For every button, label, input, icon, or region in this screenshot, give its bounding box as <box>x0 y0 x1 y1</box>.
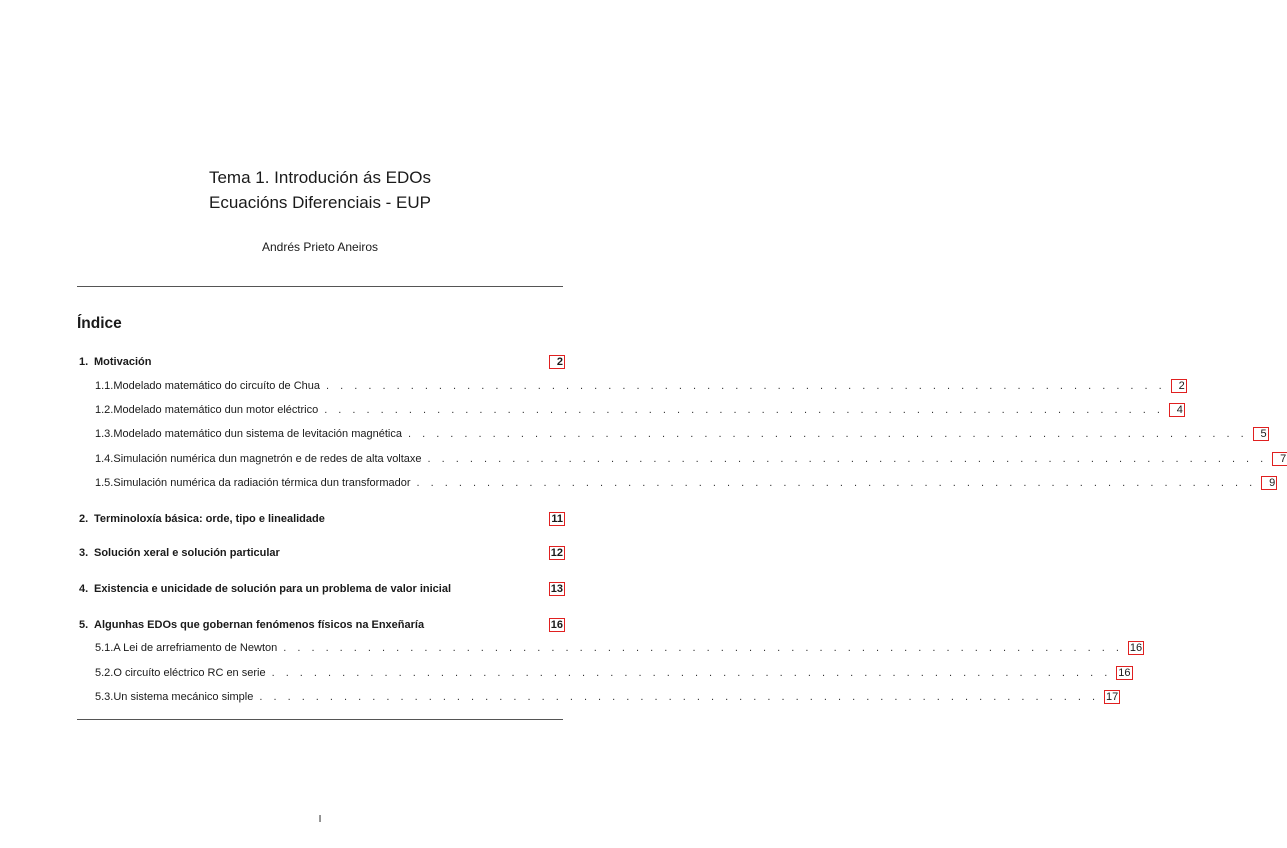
toc-entry-label[interactable]: Solución xeral e solución particular <box>94 547 280 559</box>
toc-leader-dots: . . . . . . . . . . . . . . . . . . . . . . . . . . . . . . . . . . . . . . . . . . . . . . . . . . . . . . . . . . . . <box>259 691 1100 703</box>
toc-entry-number: 5.3. <box>95 691 114 703</box>
toc-section-entry[interactable] <box>79 617 564 633</box>
toc-entry-label[interactable]: Modelado matemático do circuíto de Chua <box>113 380 321 392</box>
toc-entry-number: 4. <box>79 583 89 595</box>
toc-entry-number: 2. <box>79 513 89 525</box>
toc-page-link[interactable]: 5 <box>1254 428 1268 440</box>
toc-page-link[interactable]: 7 <box>1273 453 1287 465</box>
toc-entry-number: 1.3. <box>95 428 114 440</box>
toc-entry-number: 3. <box>79 547 89 559</box>
document-subtitle: Ecuacións Diferenciais - EUP <box>208 193 432 212</box>
toc-subsection-entry[interactable] <box>95 640 1143 656</box>
toc-leader-dots: . . . . . . . . . . . . . . . . . . . . . . . . . . . . . . . . . . . . . . . . . . . . . . . . . . . . . . . . . . . . <box>427 453 1268 465</box>
toc-page-link[interactable]: 16 <box>1118 667 1131 679</box>
toc-entry-label[interactable]: Terminoloxía básica: orde, tipo e linealidade <box>94 513 325 525</box>
toc-leader-dots: . . . . . . . . . . . . . . . . . . . . . . . . . . . . . . . . . . . . . . . . . . . . . . . . . . . . . . . . . . . . <box>271 667 1112 679</box>
toc-page-link[interactable]: 9 <box>1262 477 1276 489</box>
toc-entry-number: 1.1. <box>95 380 114 392</box>
toc-subsection-entry[interactable] <box>95 451 1287 467</box>
toc-heading: Índice <box>77 315 122 332</box>
toc-entry-number: 1.4. <box>95 453 114 465</box>
toc-leader-dots: . . . . . . . . . . . . . . . . . . . . . . . . . . . . . . . . . . . . . . . . . . . . . . . . . . . . . . . . . . . . <box>407 428 1248 440</box>
toc-entry-label[interactable]: O circuíto eléctrico RC en serie <box>113 667 266 679</box>
toc-entry-number: 5. <box>79 619 89 631</box>
toc-subsection-entry[interactable] <box>95 378 1185 394</box>
toc-entry-label[interactable]: Motivación <box>94 356 152 368</box>
toc-entry-label[interactable]: Modelado matemático dun sistema de levitación magnética <box>113 428 402 440</box>
toc-entry-number: 5.2. <box>95 667 114 679</box>
toc-entry-label[interactable]: Algunhas EDOs que gobernan fenómenos físicos na Enxeñaría <box>94 619 425 631</box>
toc-entry-label[interactable]: Simulación numérica da radiación térmica dun transformador <box>113 477 411 489</box>
toc-page-link[interactable]: 4 <box>1170 404 1184 416</box>
toc-section-entry[interactable] <box>79 354 564 370</box>
page-number: I <box>318 814 322 825</box>
toc-page-link[interactable]: 11 <box>551 513 563 525</box>
toc-entry-number: 5.1. <box>95 642 114 654</box>
toc-entry-label[interactable]: Existencia e unicidade de solución para un problema de valor inicial <box>94 583 451 595</box>
toc-entry-label[interactable]: Simulación numérica dun magnetrón e de redes de alta voltaxe <box>113 453 422 465</box>
toc-section-entry[interactable] <box>79 581 564 597</box>
toc-page-link[interactable]: 12 <box>550 547 563 559</box>
toc-entry-label[interactable]: Un sistema mecánico simple <box>113 691 254 703</box>
toc-page-link[interactable]: 17 <box>1106 691 1119 703</box>
toc-section-entry[interactable] <box>79 511 564 527</box>
toc-page-link[interactable]: 2 <box>550 356 564 368</box>
toc-leader-dots: . . . . . . . . . . . . . . . . . . . . . . . . . . . . . . . . . . . . . . . . . . . . . . . . . . . . . . . . . . . . <box>283 642 1123 654</box>
toc-leader-dots: . . . . . . . . . . . . . . . . . . . . . . . . . . . . . . . . . . . . . . . . . . . . . . . . . . . . . . . . . . . . <box>326 380 1166 392</box>
toc-subsection-entry[interactable] <box>95 475 1276 491</box>
toc-page-link[interactable]: 16 <box>1129 642 1143 654</box>
toc-leader-dots: . . . . . . . . . . . . . . . . . . . . . . . . . . . . . . . . . . . . . . . . . . . . . . . . . . . . . . . . . . . . <box>324 404 1164 416</box>
toc-subsection-entry[interactable] <box>95 665 1131 681</box>
author-name: Andrés Prieto Aneiros <box>261 240 379 254</box>
toc-entry-number: 1. <box>79 356 89 368</box>
toc-entry-number: 1.2. <box>95 404 114 416</box>
document-title: Tema 1. Introdución ás EDOs <box>208 168 432 187</box>
toc-subsection-entry[interactable] <box>95 402 1183 418</box>
toc-leader-dots: . . . . . . . . . . . . . . . . . . . . . . . . . . . . . . . . . . . . . . . . . . . . . . . . . . . . . . . . . . . . <box>416 477 1257 489</box>
bottom-rule <box>77 719 563 720</box>
toc-subsection-entry[interactable] <box>95 689 1119 705</box>
toc-entry-number: 1.5. <box>95 477 114 489</box>
toc-page-link[interactable]: 2 <box>1172 380 1186 392</box>
toc-entry-label[interactable]: A Lei de arrefriamento de Newton <box>113 642 278 654</box>
toc-subsection-entry[interactable] <box>95 426 1267 442</box>
toc-page-link[interactable]: 13 <box>550 583 563 595</box>
toc-section-entry[interactable] <box>79 545 564 561</box>
toc-page-link[interactable]: 16 <box>550 619 563 631</box>
toc-entry-label[interactable]: Modelado matemático dun motor eléctrico <box>113 404 319 416</box>
